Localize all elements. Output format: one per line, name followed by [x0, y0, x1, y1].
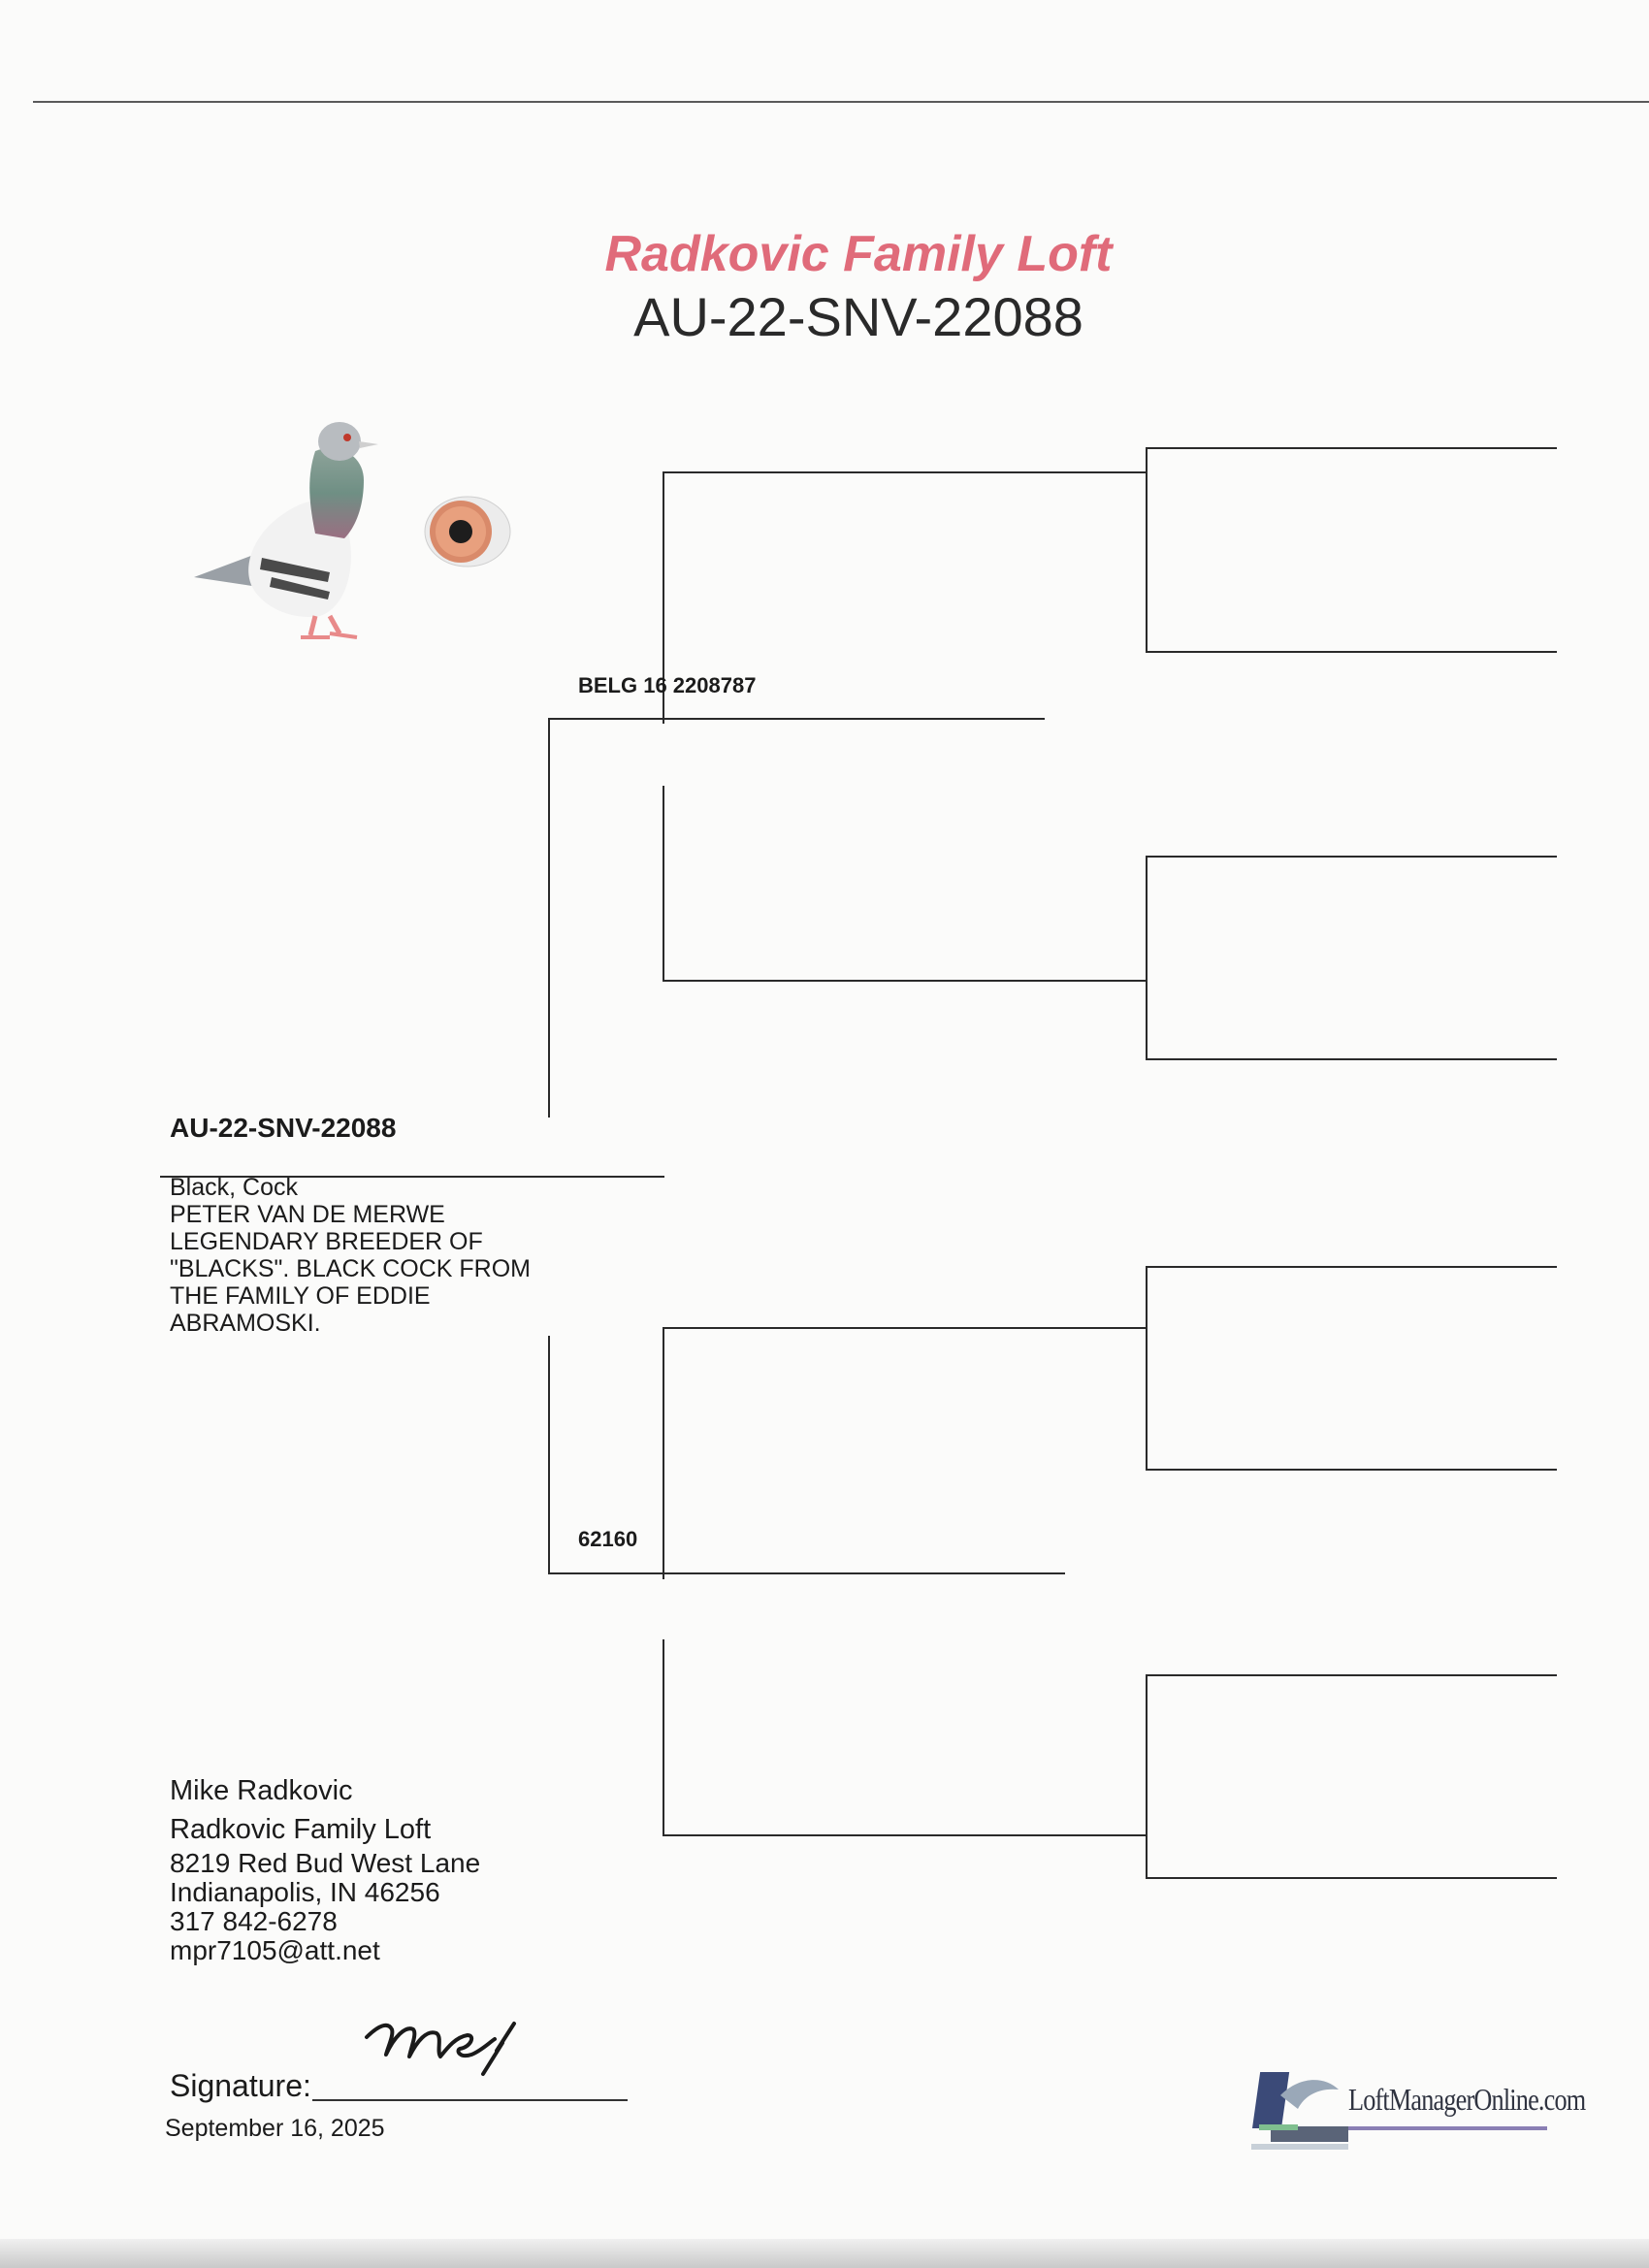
- subject-lower-connector: [548, 1336, 550, 1574]
- gen3-line-2: [1146, 651, 1557, 653]
- gen3-line-8: [1146, 1877, 1557, 1879]
- gen3-connector-2: [1146, 856, 1148, 1060]
- dam-sire-line: [663, 1327, 1148, 1329]
- loftmanager-logo: [1251, 2066, 1586, 2163]
- sire-dam-line: [663, 980, 1148, 982]
- owner-address-1: 8219 Red Bud West Lane: [170, 1848, 481, 1878]
- gen3-connector-1: [1146, 447, 1148, 653]
- owner-block: [170, 1771, 480, 1965]
- gen3-line-7: [1146, 1674, 1557, 1676]
- scan-edge-shadow: [0, 2239, 1649, 2268]
- gen3-line-3: [1146, 856, 1557, 858]
- gen3-connector-3: [1146, 1266, 1148, 1471]
- owner-name: Mike Radkovic: [170, 1775, 353, 1806]
- owner-loft: Radkovic Family Loft: [170, 1814, 432, 1845]
- signature-line: [312, 2099, 628, 2101]
- handwritten-signature: [359, 2008, 534, 2086]
- subject-description-line: ABRAMOSKI.: [170, 1310, 321, 1337]
- subject-ring: AU-22-SNV-22088: [170, 1113, 397, 1143]
- dam-ring: 62160: [578, 1527, 638, 1551]
- dam-upper-connector: [663, 1327, 664, 1579]
- owner-email: mpr7105@att.net: [170, 1935, 380, 1965]
- logo-underline: [1348, 2126, 1547, 2130]
- dam-lower-connector: [663, 1639, 664, 1836]
- gen3-line-5: [1146, 1266, 1557, 1268]
- subject-description-line: THE FAMILY OF EDDIE: [170, 1282, 431, 1310]
- ring-number-title: AU-22-SNV-22088: [633, 286, 1083, 347]
- gen3-connector-4: [1146, 1674, 1148, 1879]
- subject-info: [170, 1174, 587, 1337]
- dam-line: [548, 1572, 1065, 1574]
- sire-sire-line: [663, 471, 1148, 473]
- subject-upper-connector: [548, 720, 550, 1118]
- dam-dam-line: [663, 1834, 1148, 1836]
- sire-line: [548, 718, 1045, 720]
- loft-name-title: Radkovic Family Loft: [604, 226, 1113, 282]
- sire-ring: BELG 16 2208787: [578, 673, 757, 697]
- gen3-line-4: [1146, 1058, 1557, 1060]
- subject-description-line: "BLACKS". BLACK COCK FROM: [170, 1255, 531, 1282]
- print-date: September 16, 2025: [165, 2115, 385, 2142]
- subject-description-line: PETER VAN DE MERWE: [170, 1201, 445, 1228]
- gen3-line-6: [1146, 1469, 1557, 1471]
- top-rule: [33, 101, 1649, 103]
- signature-label: Signature:: [170, 2068, 311, 2103]
- owner-address-2: Indianapolis, IN 46256: [170, 1877, 440, 1907]
- gen3-line-1: [1146, 447, 1557, 449]
- pigeon-icon: [184, 412, 417, 655]
- subject-description-line: LEGENDARY BREEDER OF: [170, 1228, 483, 1255]
- eye-icon: [417, 493, 514, 570]
- owner-phone: 317 842-6278: [170, 1906, 338, 1936]
- logo-text: LoftManagerOnline.com: [1348, 2082, 1586, 2117]
- sire-lower-connector: [663, 786, 664, 982]
- subject-color-sex: Black, Cock: [170, 1174, 298, 1201]
- laptop-icon: [1251, 2066, 1358, 2163]
